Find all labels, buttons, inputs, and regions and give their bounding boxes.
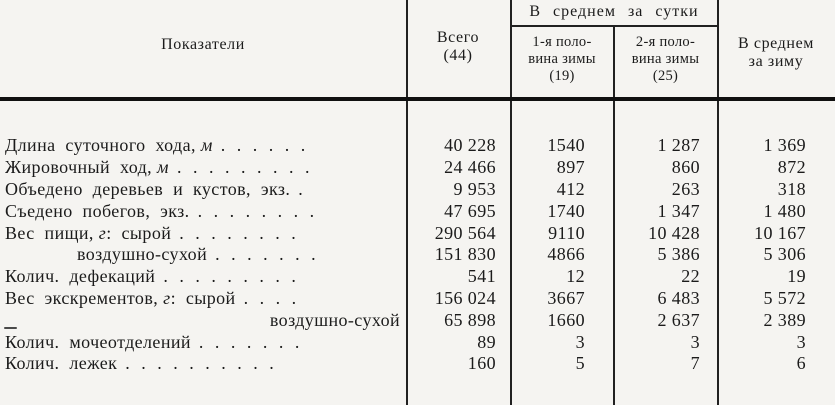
cell-winter-average: 19 — [787, 266, 806, 287]
cell-second-half: 3 — [690, 331, 700, 352]
row-label — [0, 310, 406, 331]
cell-total: 9 953 — [453, 178, 496, 199]
column-header-first-half-line2: вина зимы — [528, 51, 596, 67]
daily-group-underline — [511, 25, 718, 27]
column-header-winter-line2: за зиму — [748, 53, 804, 70]
table-row — [0, 135, 835, 157]
cell-first-half: 3 — [575, 331, 585, 352]
row-label-text: воздушно-сухой — [269, 309, 400, 330]
row-label — [0, 244, 406, 265]
row-label-text: Объедено деревьев и кустов, экз. — [5, 178, 291, 199]
cell-second-half: 2 637 — [657, 309, 700, 330]
row-label — [0, 157, 406, 178]
row-label-text: Колич. дефекаций — [5, 266, 156, 287]
table-row — [0, 200, 835, 222]
cell-second-half: 7 — [690, 353, 700, 374]
row-unit-italic: м — [200, 135, 213, 156]
cell-winter-average: 10 167 — [754, 222, 806, 243]
scan-artifact-dash — [4, 327, 17, 329]
cell-second-half: 5 386 — [657, 244, 700, 265]
leader-dots: . . . . . . . . . — [176, 157, 311, 178]
cell-first-half: 4866 — [547, 244, 585, 265]
cell-first-half: 1660 — [547, 309, 585, 330]
column-header-indicators — [0, 36, 406, 54]
column-header-indicators-label: Показатели — [161, 36, 245, 53]
cell-second-half: 1 287 — [657, 135, 700, 156]
column-header-total-line1: Всего — [436, 29, 480, 46]
cell-winter-average: 1 480 — [763, 200, 806, 221]
leader-dots: . . . . . . . — [198, 331, 301, 352]
table-row — [0, 331, 835, 353]
row-label — [0, 135, 406, 156]
row-label — [0, 353, 406, 374]
row-label-text: воздушно-сухой — [77, 244, 208, 265]
row-label-text: Вес экскрементов, — [5, 287, 159, 308]
cell-first-half: 897 — [556, 157, 585, 178]
column-header-total — [406, 29, 510, 66]
column-header-second-half-line2: вина зимы — [631, 51, 700, 67]
cell-first-half: 12 — [566, 266, 585, 287]
column-header-second-half-winter — [614, 34, 717, 85]
cell-second-half: 1 347 — [657, 200, 700, 221]
cell-total: 89 — [477, 331, 496, 352]
row-label — [0, 288, 406, 309]
row-label — [0, 201, 406, 222]
table-row — [0, 309, 835, 331]
table-body — [0, 135, 835, 375]
cell-total: 160 — [467, 353, 496, 374]
table-row — [0, 222, 835, 244]
leader-dots: . — [298, 178, 304, 199]
cell-second-half: 22 — [681, 266, 700, 287]
row-label-text: Длина суточного хода, — [5, 135, 196, 156]
row-unit-italic: м — [157, 157, 169, 178]
cell-second-half: 10 428 — [648, 222, 700, 243]
cell-winter-average: 872 — [777, 157, 806, 178]
leader-dots: . . . . . . . . . — [163, 266, 297, 287]
column-header-first-half-line1: 1-я поло- — [532, 34, 592, 50]
cell-winter-average: 5 572 — [763, 287, 806, 308]
column-header-second-half-line3: (25) — [652, 68, 679, 84]
row-label-text: Колич. мочеотделений — [5, 331, 191, 352]
cell-first-half: 1540 — [547, 135, 585, 156]
cell-first-half: 9110 — [548, 222, 585, 243]
cell-first-half: 1740 — [547, 200, 585, 221]
row-unit-italic: г — [98, 222, 107, 243]
cell-winter-average: 6 — [796, 353, 806, 374]
cell-total: 40 228 — [444, 135, 496, 156]
cell-total: 24 466 — [444, 157, 496, 178]
leader-dots: . . . . . . . . . . — [125, 353, 275, 374]
cell-total: 65 898 — [444, 309, 496, 330]
row-label — [0, 179, 406, 200]
row-label-suffix: : сырой — [170, 287, 236, 308]
cell-winter-average: 3 — [796, 331, 806, 352]
column-header-second-half-line1: 2-я поло- — [635, 34, 696, 50]
row-label-suffix: : сырой — [106, 222, 172, 243]
column-group-header-daily-average-label: В среднем за сутки — [529, 3, 699, 20]
row-label-text: Съедено побегов, экз. — [5, 200, 190, 221]
cell-winter-average: 2 389 — [763, 309, 806, 330]
row-label — [0, 223, 406, 244]
table-row — [0, 266, 835, 288]
cell-second-half: 860 — [671, 157, 700, 178]
cell-second-half: 263 — [671, 178, 700, 199]
row-label — [0, 266, 406, 287]
leader-dots: . . . . . . — [220, 135, 307, 156]
cell-total: 151 830 — [434, 244, 496, 265]
cell-total: 47 695 — [444, 200, 496, 221]
cell-total: 156 024 — [434, 287, 496, 308]
row-label-text: Вес пищи, — [5, 222, 94, 243]
column-group-header-daily-average — [510, 3, 718, 21]
row-label-text: Колич. лежек — [5, 353, 118, 374]
cell-first-half: 3667 — [547, 287, 585, 308]
cell-second-half: 6 483 — [657, 287, 700, 308]
row-label-text: Жировочный ход, — [5, 157, 153, 178]
column-header-first-half-line3: (19) — [549, 68, 575, 84]
leader-dots: . . . . . . . — [215, 244, 317, 265]
table-row — [0, 157, 835, 179]
row-label — [0, 332, 406, 353]
header-body-separator — [0, 97, 835, 101]
cell-first-half: 5 — [575, 353, 585, 374]
cell-winter-average: 5 306 — [763, 244, 806, 265]
column-header-winter-line1: В среднем — [738, 35, 814, 52]
table-row — [0, 353, 835, 375]
cell-winter-average: 1 369 — [763, 135, 806, 156]
leader-dots: . . . . — [243, 287, 298, 308]
leader-dots: . . . . . . . . — [197, 200, 316, 221]
cell-total: 290 564 — [434, 222, 496, 243]
table-row — [0, 288, 835, 310]
column-header-total-line2: (44) — [443, 47, 473, 65]
leader-dots: . . . . . . . . — [179, 222, 297, 243]
column-header-winter-average — [717, 35, 835, 71]
table-row — [0, 179, 835, 201]
column-header-first-half-winter — [511, 34, 613, 85]
row-unit-italic: г — [163, 287, 171, 308]
table-row — [0, 244, 835, 266]
cell-first-half: 412 — [556, 178, 585, 199]
cell-total: 541 — [467, 266, 496, 287]
cell-winter-average: 318 — [777, 178, 806, 199]
